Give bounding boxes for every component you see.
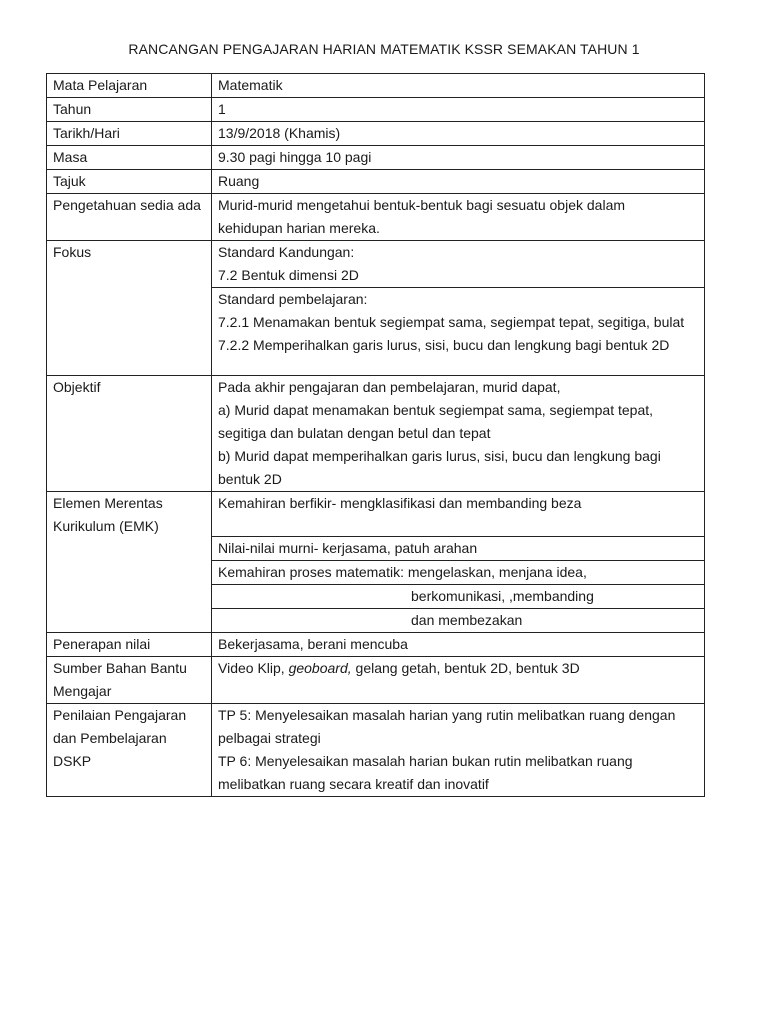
text-line: 7.2 Bentuk dimensi 2D <box>218 267 359 283</box>
value-emk-proses-3 <box>212 609 705 633</box>
text-line: Murid-murid mengetahui bentuk-bentuk bagi sesuatu objek dalam <box>218 197 626 213</box>
label-line: dan Pembelajaran <box>53 730 167 746</box>
row-pengetahuan <box>47 194 705 241</box>
value-fokus-kandungan <box>212 241 705 288</box>
label-objektif: Objektif <box>47 376 212 492</box>
label-penerapan: Penerapan nilai <box>47 633 212 657</box>
text-line: pelbagai strategi <box>218 730 321 746</box>
blank-line <box>218 357 698 375</box>
sumber-prefix: Video Klip, <box>218 660 289 676</box>
value-tajuk: Ruang <box>212 170 705 194</box>
label-penilaian <box>47 704 212 797</box>
value-sumber <box>212 657 705 704</box>
text-line: Standard Kandungan: <box>218 244 355 260</box>
value-tarikh: 13/9/2018 (Khamis) <box>212 122 705 146</box>
text-line: a) Murid dapat menamakan bentuk segiempat sama, segiempat tepat, <box>218 402 654 418</box>
text-line: dan membezakan <box>411 612 523 628</box>
label-line: DSKP <box>53 753 92 769</box>
label-line: Sumber Bahan Bantu <box>53 660 187 676</box>
row-tahun <box>47 98 705 122</box>
value-penerapan: Bekerjasama, berani mencuba <box>212 633 705 657</box>
lesson-plan-table <box>46 73 705 797</box>
value-objektif <box>212 376 705 492</box>
text-line: kehidupan harian mereka. <box>218 220 380 236</box>
label-tarikh: Tarikh/Hari <box>47 122 212 146</box>
value-emk-nilai: Nilai-nilai murni- kerjasama, patuh arahan <box>212 537 705 561</box>
text-line: segitiga dan bulatan dengan betul dan tepat <box>218 425 491 441</box>
label-tahun: Tahun <box>47 98 212 122</box>
value-tahun: 1 <box>212 98 705 122</box>
row-tarikh <box>47 122 705 146</box>
row-emk-berfikir <box>47 492 705 537</box>
row-penerapan <box>47 633 705 657</box>
value-emk-proses: Kemahiran proses matematik: mengelaskan, menjana idea, <box>212 561 705 585</box>
row-penilaian <box>47 704 705 797</box>
label-tajuk: Tajuk <box>47 170 212 194</box>
text-line: Pada akhir pengajaran dan pembelajaran, murid dapat, <box>218 379 561 395</box>
value-emk-proses-2 <box>212 585 705 609</box>
label-sumber <box>47 657 212 704</box>
text-line: TP 6: Menyelesaikan masalah harian bukan rutin melibatkan ruang <box>218 753 633 769</box>
text-line: Standard pembelajaran: <box>218 291 368 307</box>
text-line: berkomunikasi, ,membanding <box>411 588 594 604</box>
value-fokus-pembelajaran <box>212 288 705 376</box>
label-line: Mengajar <box>53 683 112 699</box>
text-line: bentuk 2D <box>218 471 282 487</box>
row-masa <box>47 146 705 170</box>
value-emk-berfikir: Kemahiran berfikir- mengklasifikasi dan membanding beza <box>212 492 705 537</box>
row-objektif <box>47 376 705 492</box>
text-line: 7.2.1 Menamakan bentuk segiempat sama, segiempat tepat, segitiga, bulat <box>218 314 685 330</box>
label-masa: Masa <box>47 146 212 170</box>
row-tajuk <box>47 170 705 194</box>
label-pengetahuan: Pengetahuan sedia ada <box>47 194 212 241</box>
row-fokus-kandungan <box>47 241 705 288</box>
text-line: b) Murid dapat memperihalkan garis lurus, sisi, bucu dan lengkung bagi <box>218 448 661 464</box>
value-mata-pelajaran: Matematik <box>212 74 705 98</box>
row-mata-pelajaran <box>47 74 705 98</box>
text-line: melibatkan ruang secara kreatif dan inovatif <box>218 776 489 792</box>
sumber-italic: geoboard, <box>288 660 352 676</box>
row-sumber <box>47 657 705 704</box>
page-title: RANCANGAN PENGAJARAN HARIAN MATEMATIK KSSR SEMAKAN TAHUN 1 <box>128 41 640 57</box>
text-line: 7.2.2 Memperihalkan garis lurus, sisi, bucu dan lengkung bagi bentuk 2D <box>218 337 670 353</box>
label-line: Penilaian Pengajaran <box>53 707 187 723</box>
value-pengetahuan <box>212 194 705 241</box>
label-line: Kurikulum (EMK) <box>53 518 159 534</box>
label-emk <box>47 492 212 633</box>
label-line: Elemen Merentas <box>53 495 163 511</box>
label-fokus: Fokus <box>47 241 212 376</box>
value-masa: 9.30 pagi hingga 10 pagi <box>212 146 705 170</box>
label-mata-pelajaran: Mata Pelajaran <box>47 74 212 98</box>
sumber-suffix: gelang getah, bentuk 2D, bentuk 3D <box>351 660 580 676</box>
value-penilaian <box>212 704 705 797</box>
text-line: TP 5: Menyelesaikan masalah harian yang rutin melibatkan ruang dengan <box>218 707 676 723</box>
